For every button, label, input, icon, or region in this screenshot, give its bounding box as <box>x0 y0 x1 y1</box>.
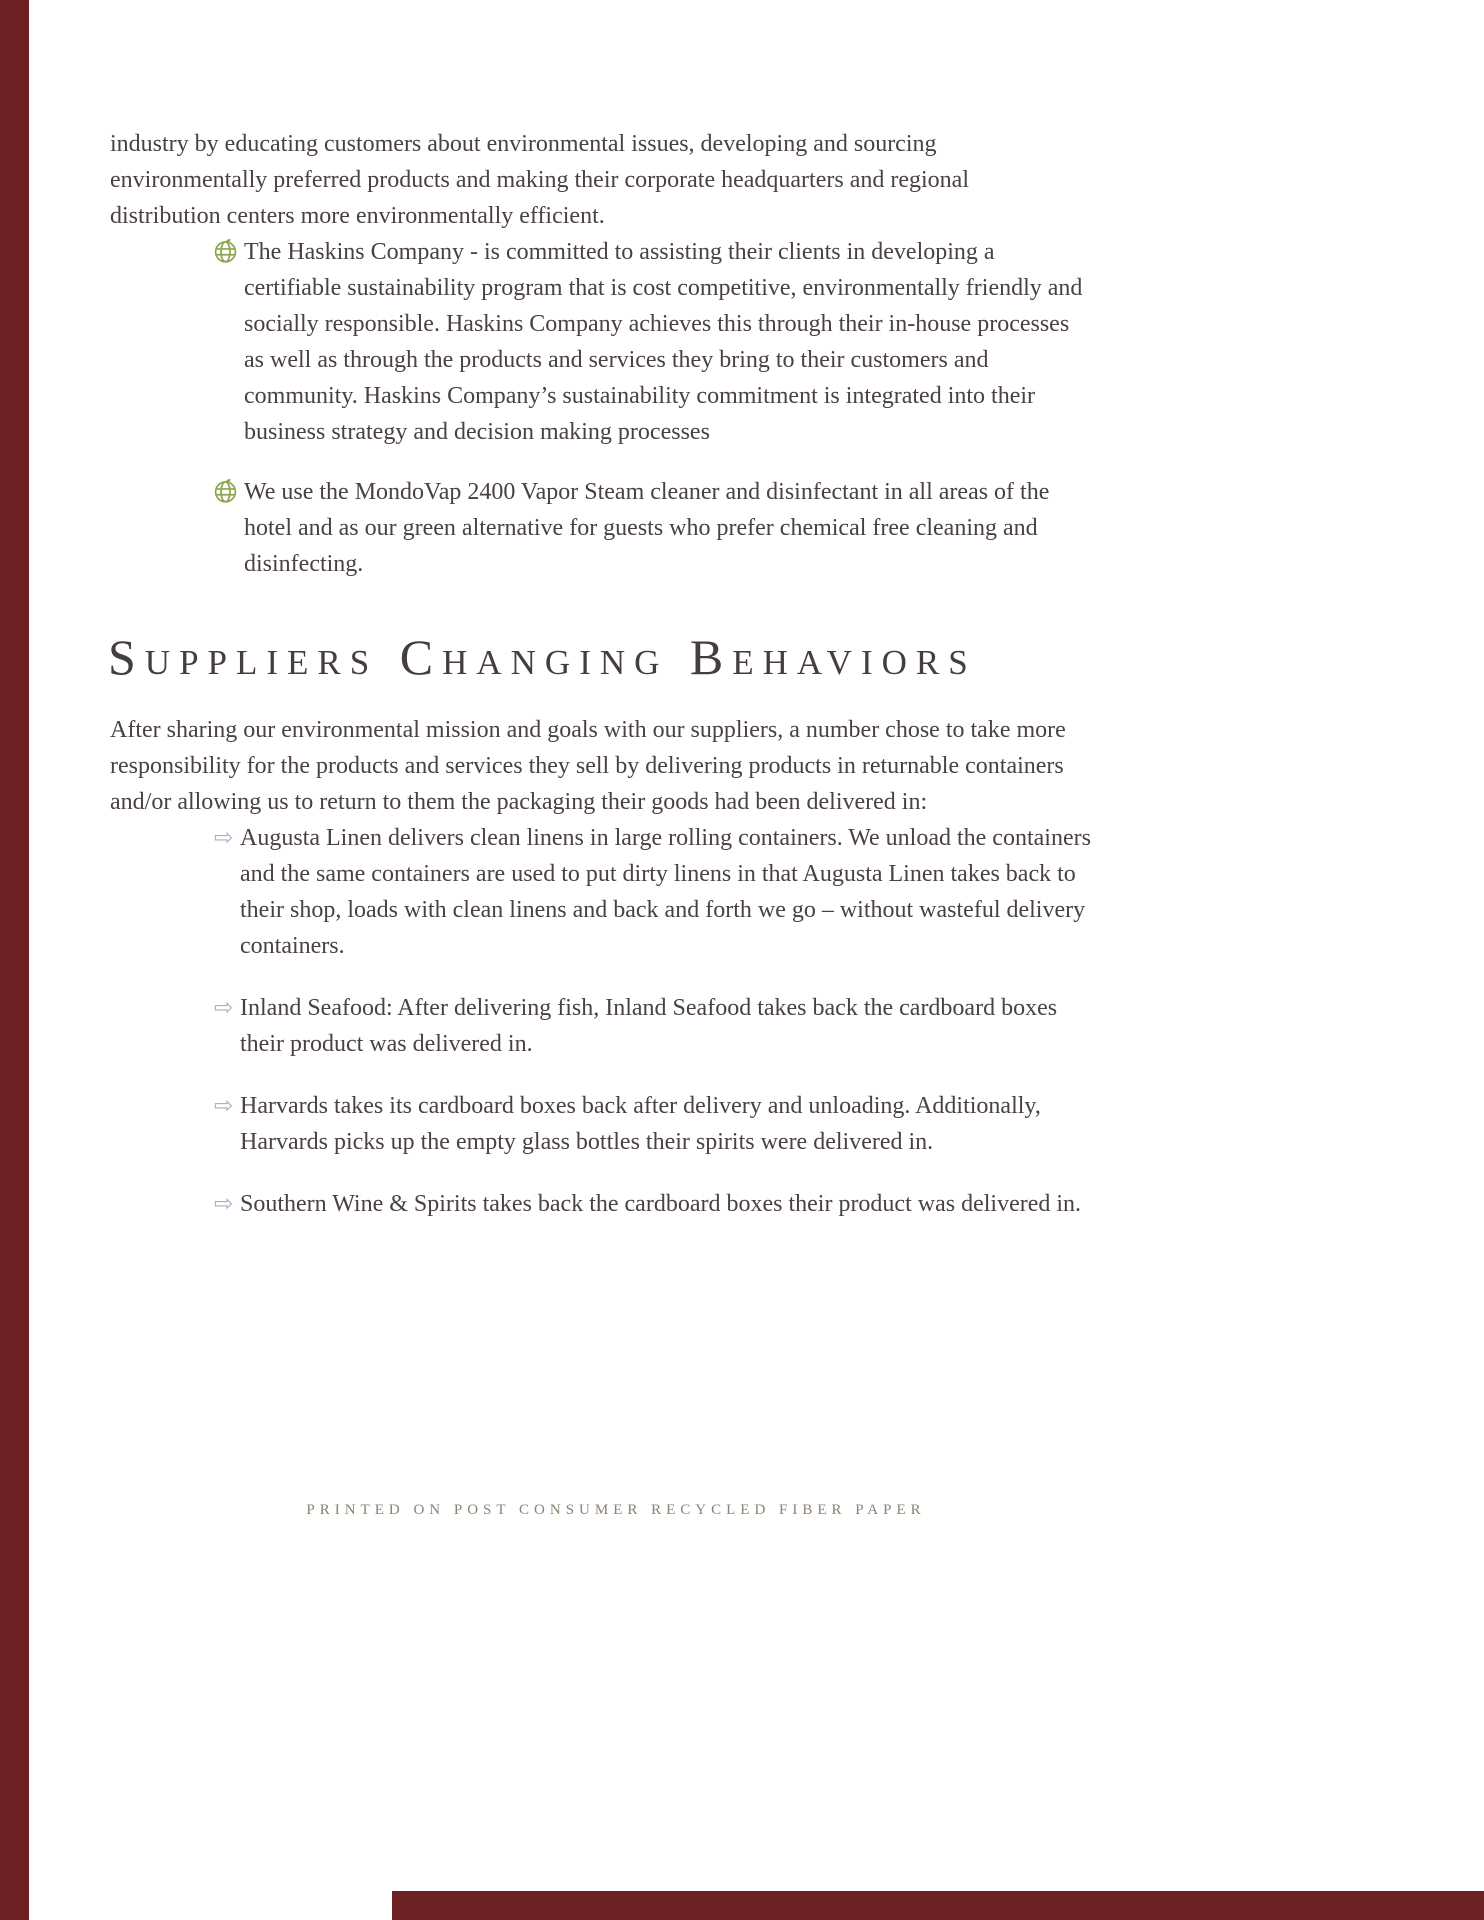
section-intro: After sharing our environmental mission and goals with our suppliers, a number chose to take more responsibility for the products and services they sell by delivering products in returnable containers and/or allowing us to return to them the packaging their goods had been delivered in: <box>110 717 1066 815</box>
list-item <box>214 1088 1122 1160</box>
list-item <box>212 234 1122 450</box>
arrow-bullet-text: Harvards takes its cardboard boxes back after delivery and unloading. Additionally, Harvards picks up the empty glass bottles their spirits were delivered in. <box>240 1093 1041 1155</box>
globe-icon <box>212 474 244 509</box>
arrow-bullet-text: Southern Wine & Spirits takes back the cardboard boxes their product was delivered in. <box>240 1191 1082 1217</box>
section-title: Suppliers Changing Behaviors <box>108 629 977 685</box>
globe-icon <box>212 234 244 269</box>
footer-note: PRINTED ON POST CONSUMER RECYCLED FIBER PAPER <box>306 1502 926 1518</box>
left-accent-bar <box>0 0 29 1920</box>
arrow-right-icon: ⇨ <box>214 1093 234 1119</box>
arrow-right-icon: ⇨ <box>214 825 234 851</box>
bottom-accent-bar <box>392 1891 1484 1920</box>
list-item <box>214 1186 1122 1222</box>
page-content <box>110 126 1122 1248</box>
globe-bullet-text: We use the MondoVap 2400 Vapor Steam cleaner and disinfectant in all areas of the hotel and as our green alternative for guests who prefer chemical free cleaning and disinfecting. <box>244 479 1050 577</box>
globe-bullet-text: The Haskins Company - is committed to assisting their clients in developing a certifiable sustainability program that is cost competitive, environmentally friendly and socially responsible. Haskins Company achieves this through their in-house processes as well as through the products and services they bring to their customers and community. Haskins Company’s sustainability commitment is integrated into their business strategy and decision making processes <box>244 239 1083 445</box>
arrow-right-icon: ⇨ <box>214 1191 234 1217</box>
arrow-bullet-text: Augusta Linen delivers clean linens in large rolling containers. We unload the containers and the same containers are used to put dirty linens in that Augusta Linen takes back to their shop, loads with clean linens and back and forth we go – without wasteful delivery containers. <box>240 825 1091 959</box>
list-item <box>214 990 1122 1062</box>
list-item <box>212 474 1122 582</box>
paragraph-continuation: industry by educating customers about environmental issues, developing and sourcing environmentally preferred products and making their corporate headquarters and regional distribution centers more environmentally efficient. <box>110 131 969 229</box>
arrow-bullet-text: Inland Seafood: After delivering fish, Inland Seafood takes back the cardboard boxes their product was delivered in. <box>240 995 1058 1057</box>
list-item <box>214 820 1122 964</box>
arrow-right-icon: ⇨ <box>214 995 234 1021</box>
